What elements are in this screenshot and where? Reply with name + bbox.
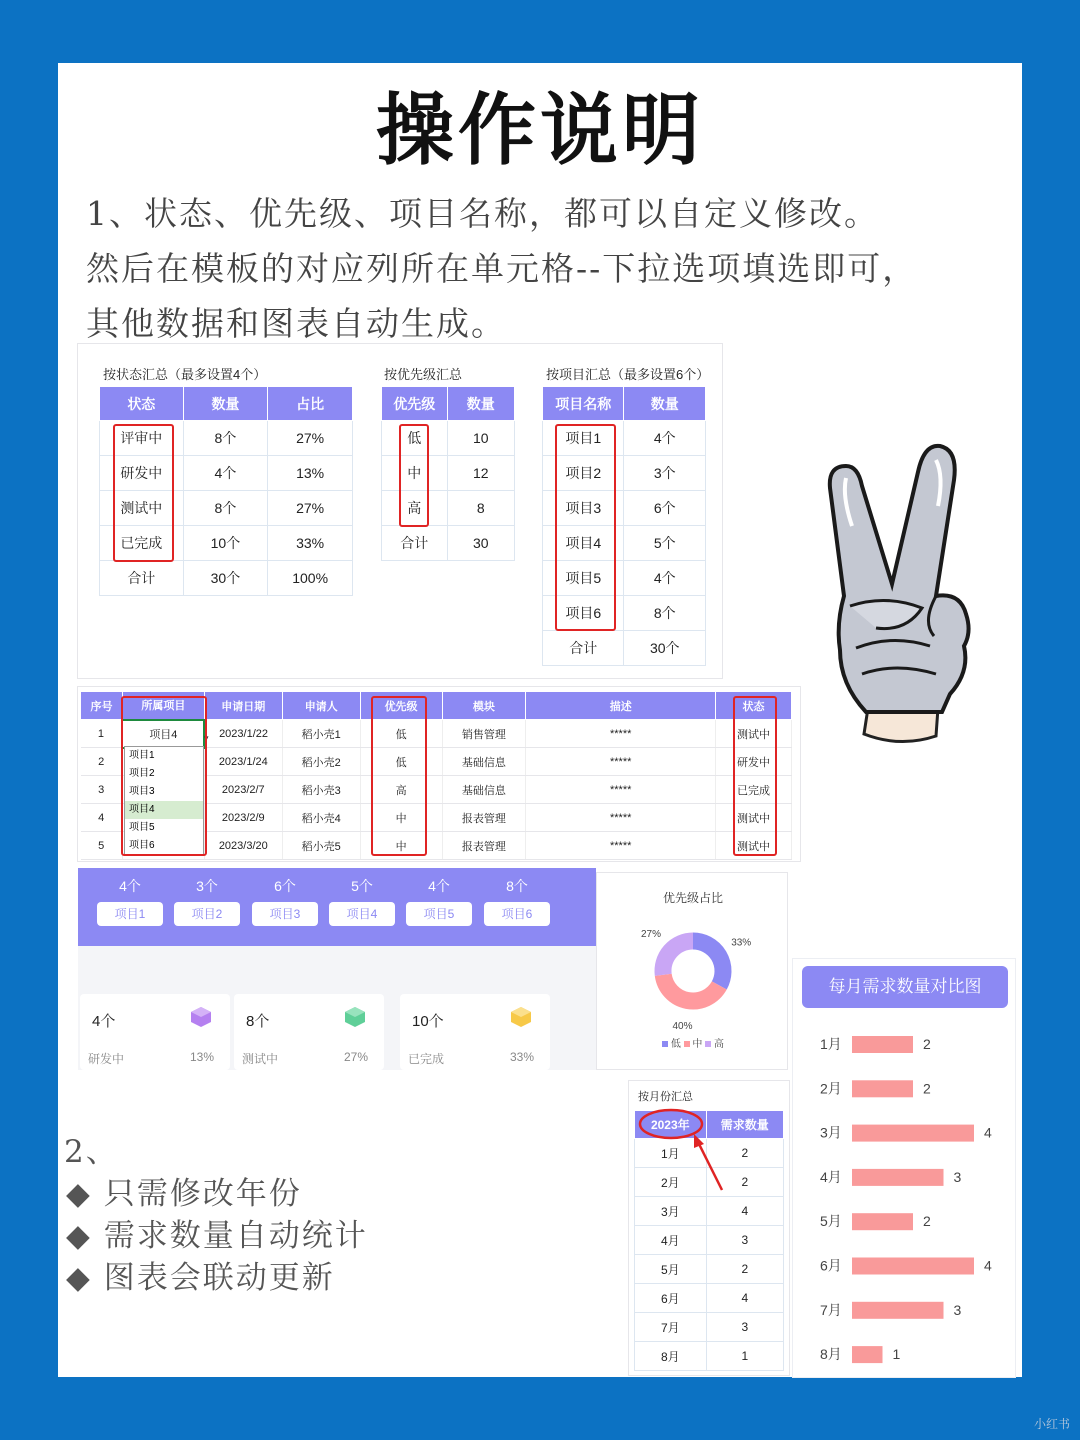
cell: 8个 [183,491,268,526]
status-column-highlight [733,696,777,856]
diamond-icon: ◆ [66,1218,92,1254]
col-header: 项目名称 [543,387,624,421]
cell[interactable]: 测试中 [716,832,792,860]
cell: 30个 [624,631,706,666]
cell: 4 [81,804,123,832]
table-row [635,1342,784,1371]
slice-label: 33% [731,937,752,949]
bar-category-label: 1月 [820,1036,842,1052]
bar-value-label: 2 [923,1080,931,1097]
col-header: 序号 [81,692,123,720]
watermark: 小红书 [1033,1417,1070,1431]
cell[interactable]: 中 [360,832,442,860]
section2-heading: 2、 [64,1134,119,1170]
dropdown-option-selected[interactable]: 项目4 [125,801,203,819]
dropdown-option[interactable]: 项目2 [129,768,155,779]
cube-icon [510,1006,532,1028]
cell[interactable]: 项目6 [543,596,624,631]
legend-label: 低 [670,1039,681,1050]
cell: 5月 [635,1255,707,1284]
cell: 4个 [624,561,706,596]
bar-value-label: 2 [923,1213,931,1230]
intro-text [86,186,1006,351]
cell: 12 [447,456,515,491]
diamond-icon: ◆ [66,1260,92,1296]
cell[interactable]: 高 [382,491,448,526]
priority-highlight [399,424,429,527]
cell: 3 [706,1226,783,1255]
cell[interactable]: 报表管理 [442,832,526,860]
intro-line-1: 1、状态、优先级、项目名称，都可以自定义修改。 [86,194,879,233]
priority-column-highlight [371,696,427,856]
cell[interactable]: 稻小壳4 [282,804,360,832]
cell[interactable]: 低 [360,720,442,748]
bullet-text: 图表会联动更新 [103,1260,335,1296]
monthly-caption: 按月份汇总 [638,1091,693,1103]
cell[interactable]: 测试中 [716,804,792,832]
cell: 10 [447,421,515,456]
project-button-5[interactable]: 项目5 [406,902,472,926]
cell: 10个 [183,526,268,561]
donut-title: 优先级占比 [662,891,723,905]
cell[interactable]: 2023/2/7 [204,776,282,804]
cell[interactable]: 2023/2/9 [204,804,282,832]
cell: 4个 [183,456,268,491]
dropdown-option[interactable]: 项目1 [129,750,155,761]
bar [852,1169,944,1186]
cell[interactable]: ***** [526,832,716,860]
cell: 5个 [624,526,706,561]
cell: 13% [268,456,353,491]
status-summary-caption: 按状态汇总（最多设置4个） [103,367,267,382]
project-button-2[interactable]: 项目2 [174,902,240,926]
donut-pane [596,872,788,1070]
cell[interactable]: ***** [526,804,716,832]
cell[interactable]: ***** [526,720,716,748]
stat-label: 测试中 [242,1052,279,1066]
page-title: 操作说明 [375,85,704,176]
project-column-highlight [121,696,207,856]
legend-swatch-high [705,1041,711,1047]
cell[interactable]: 项目4 [543,526,624,561]
project-count: 4个 [428,878,450,894]
cell: 6个 [624,491,706,526]
year-header[interactable]: 2023年 [635,1111,707,1139]
cell[interactable]: 项目2 [543,456,624,491]
section2-bullet [66,1168,302,1213]
stat-label: 已完成 [408,1052,445,1066]
cell: 8个 [624,596,706,631]
col-header: 状态 [100,387,184,421]
bar [852,1258,974,1275]
donut-slice [693,941,723,985]
priority-summary-caption: 按优先级汇总 [384,367,463,382]
cell: 8 [447,491,515,526]
cell: 6月 [635,1284,707,1313]
cell[interactable]: 项目5 [543,561,624,596]
project-count: 4个 [119,878,141,894]
col-header: 数量 [447,387,515,421]
stat-card [400,994,550,1070]
bar-category-label: 6月 [820,1257,842,1274]
stat-card [80,994,230,1070]
dropdown-arrow-icon[interactable]: ▾ [204,734,209,744]
cell: 4 [706,1197,783,1226]
project-button-1[interactable]: 项目1 [97,902,163,926]
stat-percent: 33% [509,1050,534,1064]
cell-value: 项目4 [149,728,178,741]
cell[interactable]: 已完成 [716,776,792,804]
project-button-6[interactable]: 项目6 [484,902,550,926]
col-header: 申请人 [282,692,360,720]
cell[interactable]: 测试中 [716,720,792,748]
cell[interactable]: 2023/1/24 [204,748,282,776]
cell: 30个 [183,561,268,596]
bar-chart [792,1018,1016,1378]
col-header: 数量 [624,387,706,421]
cell[interactable]: 已完成 [100,526,184,561]
bar [852,1302,944,1319]
cell[interactable]: 2023/1/22 [204,720,282,748]
cell: 4个 [624,421,706,456]
bar-value-label: 4 [984,1124,992,1141]
donut-slice [663,941,693,975]
cell[interactable]: 报表管理 [442,804,526,832]
cell: 8个 [183,421,268,456]
cell: 4 [706,1284,783,1313]
diamond-icon: ◆ [66,1176,92,1212]
col-header: 优先级 [382,387,448,421]
project-count: 5个 [351,878,373,894]
stat-percent: 13% [189,1050,214,1064]
stat-card [234,994,384,1070]
col-header: 所属项目 [122,692,204,720]
project-button-3[interactable]: 项目3 [252,902,318,926]
bar-category-label: 7月 [820,1301,842,1318]
cell[interactable]: 基础信息 [442,748,526,776]
cell[interactable]: 中 [382,456,448,491]
cell: 1月 [635,1139,707,1168]
year-highlight-annotation [636,1104,736,1196]
bar-category-label: 2月 [820,1080,842,1097]
cell: 2 [706,1255,783,1284]
intro-line-2: 然后在模板的对应列所在单元格--下拉选项填选即可， [86,249,918,288]
cell: 4月 [635,1226,707,1255]
dropdown-option[interactable]: 项目5 [129,822,155,833]
cell: 7月 [635,1313,707,1342]
cell: 5 [81,832,123,860]
col-header: 占比 [268,387,353,421]
cell: 30 [447,526,515,561]
cell: 2月 [635,1168,707,1197]
donut-legend [597,1035,789,1050]
stat-label: 研发中 [88,1052,125,1066]
cell: 合计 [382,526,448,561]
table-row [635,1226,784,1255]
donut-slice [663,975,719,1001]
table-row [382,526,515,561]
project-highlight [555,424,616,631]
bar [852,1036,913,1053]
stat-value: 4个 [92,1013,116,1030]
project-button-4[interactable]: 项目4 [329,902,395,926]
cell[interactable]: 稻小壳5 [282,832,360,860]
col-header: 数量 [183,387,268,421]
cell[interactable]: 稻小壳2 [282,748,360,776]
table-row [100,561,353,596]
cell: 1 [706,1342,783,1371]
cell[interactable]: 中 [360,804,442,832]
table-row [635,1284,784,1313]
slice-label: 40% [672,1021,693,1033]
cell: 27% [268,491,353,526]
col-header: 描述 [526,692,716,720]
cell: 33% [268,526,353,561]
cell: 1 [81,720,123,748]
table-row [635,1255,784,1284]
cell: 8月 [635,1342,707,1371]
cell: 3 [81,776,123,804]
project-count: 8个 [506,878,528,894]
bar [852,1213,913,1230]
cell: 2 [706,1168,783,1197]
bar-category-label: 4月 [820,1168,842,1185]
bar-value-label: 3 [953,1168,962,1185]
stat-percent: 27% [343,1050,368,1064]
bar-value-label: 1 [892,1346,901,1363]
bar-value-label: 2 [923,1036,931,1052]
cell[interactable]: 高 [360,776,442,804]
cell[interactable]: 项目1 [543,421,624,456]
legend-swatch-mid [684,1041,690,1047]
project-count: 3个 [196,878,218,894]
table-row [635,1197,784,1226]
bar-value-label: 4 [984,1257,992,1274]
cell: 合计 [543,631,624,666]
cell[interactable]: 稻小壳3 [282,776,360,804]
table-row [635,1313,784,1342]
bullet-text: 需求数量自动统计 [103,1218,368,1254]
col-header: 需求数量 [706,1111,783,1139]
cell: 合计 [100,561,184,596]
cell[interactable]: 2023/3/20 [204,832,282,860]
cell[interactable]: 低 [360,748,442,776]
bar [852,1346,883,1363]
cell: 100% [268,561,353,596]
project-count: 6个 [274,878,296,894]
dropdown-option[interactable]: 项目3 [129,786,155,797]
col-header: 状态 [716,692,792,720]
cube-icon [190,1006,212,1028]
slice-label: 27% [640,928,662,940]
col-header: 优先级 [360,692,442,720]
cell[interactable]: 销售管理 [442,720,526,748]
project-summary-caption: 按项目汇总（最多设置6个） [546,367,710,382]
bar [852,1125,974,1142]
stat-value: 8个 [246,1013,270,1030]
cell[interactable]: 研发中 [716,748,792,776]
cell: 27% [268,421,353,456]
cell[interactable]: 基础信息 [442,776,526,804]
cell: 2 [81,748,123,776]
col-header: 申请日期 [204,692,282,720]
cell[interactable]: 项目3 [543,491,624,526]
cell: 3个 [624,456,706,491]
section2-bullet [66,1252,335,1297]
cell[interactable]: ***** [526,748,716,776]
cell[interactable]: 低 [382,421,448,456]
table-row [543,631,706,666]
stat-value: 10个 [412,1013,444,1030]
bar-category-label: 3月 [820,1124,842,1141]
section2-bullet [66,1210,368,1255]
cell[interactable]: ***** [526,776,716,804]
bar-category-label: 8月 [820,1346,842,1363]
cell[interactable]: 测试中 [100,491,184,526]
legend-label: 中 [692,1039,703,1050]
bar [852,1080,913,1097]
cell[interactable]: 稻小壳1 [282,720,360,748]
cell[interactable]: 研发中 [100,456,184,491]
cell: 2 [706,1139,783,1168]
dropdown-option[interactable]: 项目6 [129,840,155,851]
bar-value-label: 3 [953,1301,962,1318]
legend-label: 高 [713,1039,724,1050]
cell[interactable]: 评审中 [100,421,184,456]
status-highlight [113,424,174,562]
bar-category-label: 5月 [820,1213,842,1230]
intro-line-3: 其他数据和图表自动生成。 [86,304,506,343]
bar-chart-title: 每月需求数量对比图 [802,966,1008,1008]
legend-swatch-low [662,1041,668,1047]
victory-hand-icon [826,436,972,766]
cell: 3 [706,1313,783,1342]
cell: 3月 [635,1197,707,1226]
col-header: 模块 [442,692,526,720]
bullet-text: 只需修改年份 [103,1176,302,1212]
cube-icon [344,1006,366,1028]
